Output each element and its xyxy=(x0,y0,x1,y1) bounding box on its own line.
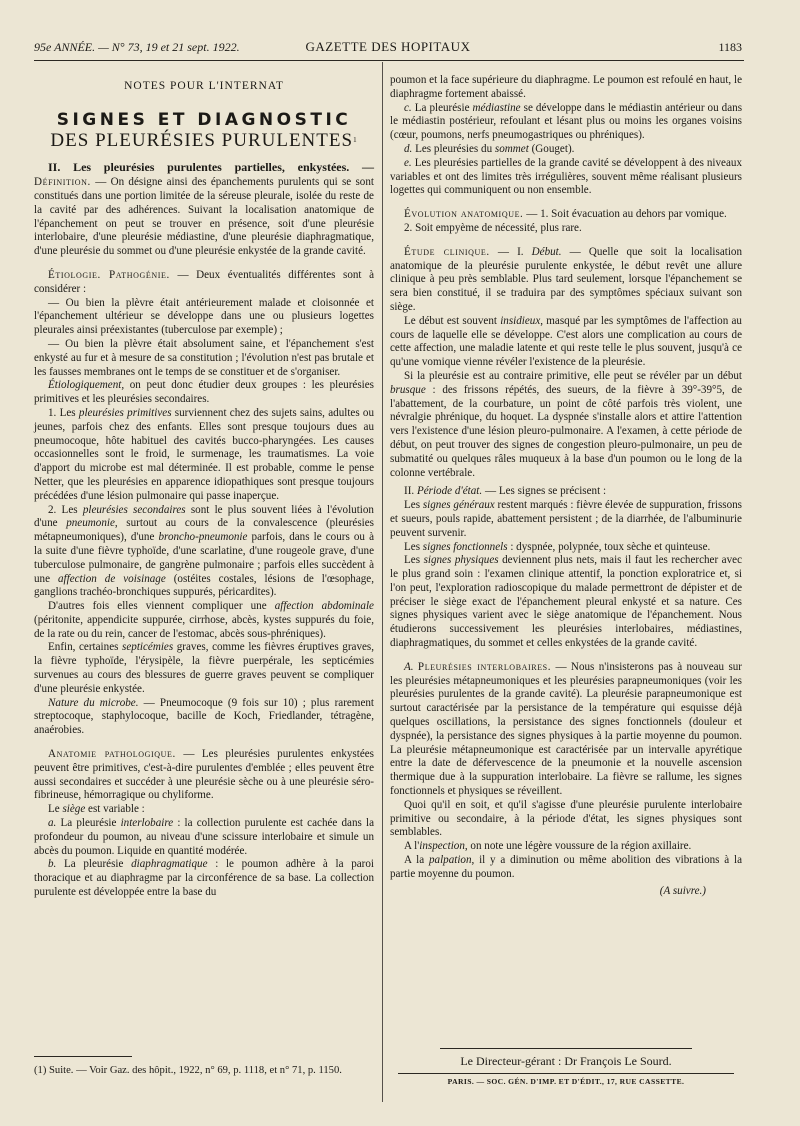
siege-c-text-a: La pleurésie xyxy=(411,101,473,114)
article-subtitle xyxy=(34,129,374,151)
siege-text-a: Le xyxy=(48,803,63,816)
general-b: restent marqués : fièvre élevée de suppuration, frissons et sueurs, pouls rapide, abattement persistent ; de la diarrhée, de l'albuminurie peuvent survenir. xyxy=(390,499,742,539)
secondary-text-a: sont le plus souvent liées à l'évolution d'une xyxy=(34,503,374,530)
state-period xyxy=(390,485,742,499)
inspection-a: A l' xyxy=(404,840,420,853)
left-column xyxy=(34,68,374,900)
running-head xyxy=(34,36,742,58)
definition-text: — On désigne ainsi des épanchements purulents qui se sont constitués dans une portion limitée de la séreuse pleurale, isolée du reste de la cavité par des adhérences. Suivant la localisation anatomique de l'épanchement on peut se trouver en présence, soit d'une pleurésie interlobaire, d'une pleurésie médiastine, d'une pleurésie diaphragmatique, d'une pleurésie du sommet ou d'une pleurésie enkystée de la grande cavité. xyxy=(34,176,374,258)
article-kicker: NOTES POUR L'INTERNAT xyxy=(124,80,284,92)
brusque-em: brusque xyxy=(390,383,426,396)
siege-a-label: a. xyxy=(48,817,57,830)
other-text-b: (péritonite, appendicite suppurée, cirrhose, abcès, kystes suppurés du foie, de la rate ou du rein, cancer de l'estomac, abcès sous-phréniques). xyxy=(34,613,374,640)
section-definition xyxy=(34,161,374,259)
septicemias xyxy=(34,641,374,696)
section-heading: II. Les pleurésies purulentes partielles, enkystées. — xyxy=(48,160,374,175)
septic-text-b: graves, comme les fièvres éruptives graves, la fièvre typhoïde, l'érysipèle, la fièvre puerpérale, les septicémies survenues au cours des blessures de guerre graves peuvent se compliquer d'une pleurésie enkystée. xyxy=(34,641,374,695)
sudden-onset xyxy=(390,370,742,480)
physical-b: deviennent plus nets, mais il faut les rechercher avec le plus grand soin : l'examen clinique attentif, la ponction exploratrice et, si l'on peut, l'exploration radioscopique du malade permettront de dépister et de préciser le siège exact de l'épanchement pleural enkysté et sa nature. Ces signes physiques varient avec le siège anatomique de l'épanchement. Nous étudierons successivement les pleurésies interlobaires, médiastines, diaphragmatiques, du sommet et celles enkystées de la grande cavité. xyxy=(390,554,743,650)
state-b: — Les signes se précisent : xyxy=(482,485,607,498)
functional-b: : dyspnée, polypnée, toux sèche et quinteuse. xyxy=(507,540,711,553)
secondary-intro: 2. Les xyxy=(48,503,83,516)
general-a: Les xyxy=(404,499,423,512)
siege-a-text-a: La pleurésie xyxy=(56,817,121,830)
siege-b-text-b: : le poumon adhère à la paroi thoracique et au diaphragme par la circonférence de sa base. La collection purulente est développée entre la base du xyxy=(34,858,375,899)
issue-info: 95e ANNÉE. — N° 73, 19 et 21 sept. 1922. xyxy=(34,40,240,54)
printer-line: PARIS. — SOC. GÉN. D'IMP. ET D'ÉDIT., 17, RUE CASSETTE. xyxy=(447,1077,685,1086)
physical-signs xyxy=(390,554,742,651)
septic-text-a: Enfin, certaines xyxy=(48,641,123,654)
interlobar-letter: A. xyxy=(404,660,418,673)
siege-c-label: c. xyxy=(404,101,412,114)
siege-c xyxy=(390,102,742,143)
insidious-b: , masqué par les symptômes de l'affection au cours de laquelle elle se développe. C'est alors une complication au cours de cette affection, une maladie latente et qui reste telle le plus souvent, jusqu'à ce qu'une vomique vienne révéler l'existence de la pleurésie. xyxy=(390,314,742,369)
secondary-em: pleurésies secondaires xyxy=(82,503,186,516)
column-divider xyxy=(382,62,383,1102)
siege-c-em: médiastine xyxy=(472,101,521,114)
insidious-a: Le début est souvent xyxy=(404,314,501,327)
interlobar-text: — Nous n'insisterons pas à nouveau sur les pleurésies métapneumoniques et les pleurésies parapneumoniques (voir les pleurésies purulentes de la grande cavité). La pleurésie parapneumonique est surtout caractérisée par la persistance de la température qui esquisse déjà quelques oscillations, la persistance des signes fonctionnels (douleur et dyspnée), la persistance des signes physiques à la partie moyenne du poumon. La pleurésie métapneumonique est caractérisée par un intervalle apyrétique entre la date de défervescence de la pneumonie et la nouvelle ascension thermique due à la suppuration interlobaire. La fièvre se rallume, les signes fonctionnels et physiques se réveillent. xyxy=(390,660,743,798)
siege-a xyxy=(34,817,374,858)
abdominal-complications xyxy=(34,600,374,641)
palpation-a: A la xyxy=(404,854,429,867)
functional-signs xyxy=(390,541,742,555)
brusque-a: Si la pleurésie est au contraire primitive, elle peut se révéler par un début xyxy=(404,369,742,382)
etiology-case-1: — Ou bien la plèvre était antérieurement malade et cloisonnée et l'épanchement ultérieur se développe dans une ou plusieurs logettes pleurales ainsi préexistantes (tuberculose par exemple) ; xyxy=(34,296,374,337)
siege-d-label: d. xyxy=(404,142,413,155)
inspection-b: , on note une légère voussure de la région axillaire. xyxy=(464,840,692,853)
physical-a: Les xyxy=(404,554,424,567)
palpation-em: palpation xyxy=(428,854,472,867)
primitive-pleurisies xyxy=(34,407,374,504)
section-etiology xyxy=(34,269,374,297)
definition-label: Définition. xyxy=(34,176,91,189)
clinical-label: Étude clinique. xyxy=(404,245,490,258)
insidious-onset xyxy=(390,315,742,370)
general-signs xyxy=(390,499,742,540)
siege-d xyxy=(390,143,742,157)
state-em: Période d'état. xyxy=(416,485,483,498)
anatomy-text: — Les pleurésies purulentes enkystées peuvent être primitives, c'est-à-dire purulentes d'emblée ; elles peuvent être aussi secondaires et succéder à une pleurésie sèche ou à une pleurésie séro-fibrineuse, hémorragique ou chyliforme. xyxy=(34,748,374,802)
to-be-continued: (A suivre.) xyxy=(659,884,706,897)
siege-b xyxy=(34,858,374,899)
anyway-paragraph: Quoi qu'il en soit, et qu'il s'agisse d'une pleurésie purulente interlobaire primitive ou secondaire, à la période d'état, les signes physiques sont semblables. xyxy=(390,798,742,839)
director-top-rule xyxy=(440,1048,692,1049)
siege-d-text-b: (Gouget). xyxy=(528,142,575,155)
page-number: 1183 xyxy=(718,40,742,54)
microbe-text: — Pneumocoque (9 fois sur 10) ; plus rarement streptocoque, staphylocoque, bacille de Koch, Friedlander, tétragène, anaérobies. xyxy=(34,696,374,737)
other-text-a: D'autres fois elles viennent compliquer une xyxy=(48,600,275,613)
secondary-text-b: , surtout au cours de la convalescence (pleurésies métapneumoniques), d'une xyxy=(34,517,374,544)
physical-em: signes physiques xyxy=(423,554,499,567)
palpation-b: , il y a diminution ou même abolition des vibrations à la partie moyenne du poumon. xyxy=(390,854,742,880)
interlobar-label: Pleurésies interlobaires. xyxy=(417,660,552,673)
director-bottom-rule xyxy=(398,1073,734,1074)
microbe-nature xyxy=(34,697,374,738)
anatomy-label: Anatomie pathologique. xyxy=(48,748,176,761)
siege-e-label: e. xyxy=(404,156,412,169)
siege-b-label: b. xyxy=(48,858,57,871)
evolution-text: — 1. Soit évacuation au dehors par vomique. xyxy=(523,208,727,221)
microbe-em: Nature du microbe. xyxy=(48,696,139,709)
etiology-text: — Deux éventualités différentes sont à considérer : xyxy=(34,268,374,295)
general-em: signes généraux xyxy=(422,499,495,512)
siege-text-b: est variable : xyxy=(85,803,145,816)
etiology-groups xyxy=(34,379,374,407)
primitive-intro: 1. Les xyxy=(48,406,79,419)
siege-a-text-b: : la collection purulente est cachée dans la profondeur du poumon, au niveau d'une scissure interlobaire et simule un abcès du poumon. Liquide en quantité modérée. xyxy=(34,817,375,857)
siege-c-text-b: se développe dans le médiastin antérieur ou dans le médiastin postérieur, refoulant et lésant plus ou moins les organes voisins (cœur, poumons, nerfs pneumogastriques ou phréniques). xyxy=(390,101,743,142)
clinical-em: Début. xyxy=(531,245,562,258)
siege-d-text-a: Les pleurésies du xyxy=(412,142,495,155)
subtitle-footnote-mark: 1 xyxy=(353,135,358,144)
section-evolution xyxy=(390,208,742,222)
secondary-em2: pneumonie xyxy=(66,517,115,530)
article-title: SIGNES ET DIAGNOSTIC xyxy=(56,109,352,130)
siege-a-em: interlobaire xyxy=(120,817,174,830)
secondary-text-c: parfois, dans le cours ou à la suite d'une fièvre typhoïde, d'une scarlatine, d'une rougeole grave, d'une tuberculose pulmonaire, de gangrène pulmonaire ; parfois elles succèdent à une xyxy=(34,531,375,585)
brusque-b: : des frissons répétés, des sueurs, de la fièvre à 39°-39°5, de l'abattement, de la courbature, un point de côté parfois très violent, une névralgie phrénique, du hoquet. La dyspnée s'installe alors et attire l'attention vers l'existence d'une lésion pleuro-pulmonaire. A l'examen, à cette période de début, on peut trouver des signes de congestion pleuro-pulmonaire, un peu de submatité ou quelques râles muqueux à la base d'un poumon ou le long de la colonne vertébrale. xyxy=(390,383,742,479)
etiologically-text: on peut donc étudier deux groupes : les pleurésies primitives et les pleurésies secondaires. xyxy=(34,379,374,406)
siege-e-text: Les pleurésies partielles de la grande cavité se développent à des niveaux variables et ont des limites très irrégulières, souvent même réalisant plusieurs logettes qui communiquent ou non ensemble. xyxy=(390,156,742,197)
inspection-em: inspection xyxy=(419,840,465,853)
functional-a: Les xyxy=(404,540,423,553)
siege-intro xyxy=(34,803,374,817)
interlobar-section xyxy=(390,661,742,799)
septic-em: septicémies xyxy=(122,641,174,654)
secondary-text-d: (ostéites costales, lésions de l'œsophage, ganglions trachéo-bronchiques suppurés, péricardites). xyxy=(34,572,375,599)
siege-d-em: sommet xyxy=(494,142,529,155)
footnote: (1) Suite. — Voir Gaz. des hôpit., 1922, n° 69, p. 1118, et n° 71, p. 1150. xyxy=(34,1065,342,1076)
functional-em: signes fonctionnels xyxy=(422,540,508,553)
primitive-text: surviennent chez des sujets sains, adultes ou jeunes, parfois chez des enfants. Elles sont presque toujours dues au pneumocoque, hôte habituel des cavités bucco-pharyngées. Les causes occasionnelles sont le froid, le surmenage, les traumatismes. La voie d'apport du microbe est mal déterminée. Il est probable, comme le pense Netter, que les pleurésies en apparence idiopathiques sont presque toujours précédées d'une lésion pulmonaire qui passe inaperçue. xyxy=(34,406,375,502)
section-clinical xyxy=(390,246,742,315)
state-a: II. xyxy=(404,485,417,498)
evolution-label: Évolution anatomique. xyxy=(404,208,524,221)
evolution-2: 2. Soit empyème de nécessité, plus rare. xyxy=(404,221,582,234)
inspection-paragraph xyxy=(390,840,742,854)
secondary-pleurisies xyxy=(34,504,374,601)
siege-e xyxy=(390,157,742,198)
clinical-text-a: — I. xyxy=(489,245,532,258)
etiology-label: Étiologie. Pathogénie. xyxy=(48,268,170,281)
header-rule xyxy=(34,60,744,61)
section-anatomy xyxy=(34,748,374,803)
journal-name: GAZETTE DES HOPITAUX xyxy=(305,39,471,54)
siege-em: siège xyxy=(62,803,86,816)
etiology-case-2: — Ou bien la plèvre était absolument saine, et l'épanchement s'est enkysté au fur et à mesure de sa constitution ; l'évolution n'est pas brutale et les fausses membranes ont le temps de se constituer et de s'organiser. xyxy=(34,337,374,378)
right-column xyxy=(390,74,742,898)
insidious-em: insidieux xyxy=(500,314,541,327)
etiologically-em: Étiologiquement, xyxy=(48,379,125,392)
secondary-em3: broncho-pneumonie xyxy=(158,531,248,544)
other-em: affection abdominale xyxy=(274,600,374,613)
siege-b-em: diaphragmatique xyxy=(131,858,208,871)
subtitle-text: DES PLEURÉSIES PURULENTES xyxy=(50,129,354,151)
clinical-text-b: — Quelle que soit la localisation anatomique de la pleurésie purulente enkystée, le début revêt une allure clinique à peu près semblable. Plus tard seulement, lorsque l'épanchement se sera bien constitué, il se traduira par des symptômes spéciaux suivant son siège. xyxy=(390,245,743,313)
siege-b-text-a: La pleurésie xyxy=(56,858,132,871)
secondary-em4: affection de voisinage xyxy=(58,572,166,585)
continuation-text: poumon et la face supérieure du diaphragme. Le poumon est refoulé en haut, le diaphragme fortement abaissé. xyxy=(390,74,742,100)
footnote-rule xyxy=(34,1056,132,1057)
primitive-em: pleurésies primitives xyxy=(78,406,172,419)
palpation-paragraph xyxy=(390,854,742,882)
director-line: Le Directeur-gérant : Dr François Le Sourd. xyxy=(460,1054,672,1068)
